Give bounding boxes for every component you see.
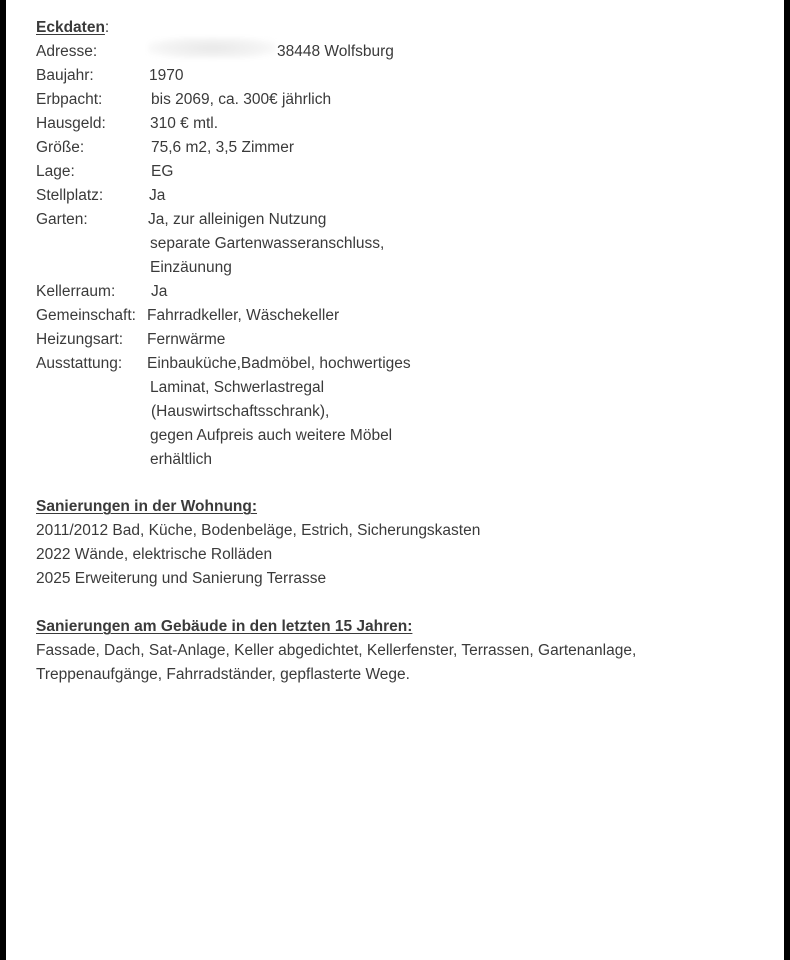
label-adresse: Adresse: xyxy=(36,43,98,60)
value-ausstattung-line-4: gegen Aufpreis auch weitere Möbel xyxy=(150,427,393,444)
value-garten-line-1: Ja, zur alleinigen Nutzung xyxy=(148,211,327,228)
sanierungen-gebaeude-heading: Sanierungen am Gebäude in den letzten 15 Jahren: xyxy=(36,618,413,635)
eckdaten-heading-text: Eckdaten xyxy=(36,19,105,36)
label-stellplatz: Stellplatz: xyxy=(36,187,104,204)
label-heizungsart: Heizungsart: xyxy=(36,331,124,348)
value-hausgeld: 310 € mtl. xyxy=(150,115,219,132)
value-gemeinschaft: Fahrradkeller, Wäschekeller xyxy=(147,307,340,324)
label-erbpacht: Erbpacht: xyxy=(36,91,103,108)
value-garten-line-2: separate Gartenwasseranschluss, xyxy=(150,235,385,252)
label-kellerraum: Kellerraum: xyxy=(36,283,116,300)
value-groesse: 75,6 m2, 3,5 Zimmer xyxy=(151,139,294,156)
document-page xyxy=(6,0,784,960)
label-gemeinschaft: Gemeinschaft: xyxy=(36,307,136,324)
label-garten: Garten: xyxy=(36,211,88,228)
value-ausstattung-line-3: (Hauswirtschaftsschrank), xyxy=(151,403,330,420)
sanierung-gebaeude-line-1: Fassade, Dach, Sat-Anlage, Keller abgedichtet, Kellerfenster, Terrassen, Gartenanlage, xyxy=(36,642,637,659)
label-groesse: Größe: xyxy=(36,139,85,156)
label-ausstattung: Ausstattung: xyxy=(36,355,123,372)
sanierung-gebaeude-line-2: Treppenaufgänge, Fahrradständer, gepflasterte Wege. xyxy=(36,666,410,683)
value-ausstattung-line-1: Einbauküche,Badmöbel, hochwertiges xyxy=(147,355,411,372)
sanierung-wohnung-line-1: 2011/2012 Bad, Küche, Bodenbeläge, Estrich, Sicherungskasten xyxy=(36,522,481,539)
value-ausstattung-line-2: Laminat, Schwerlastregal xyxy=(150,379,325,396)
label-lage: Lage: xyxy=(36,163,75,180)
value-ausstattung-line-5: erhältlich xyxy=(150,451,213,468)
label-baujahr: Baujahr: xyxy=(36,67,94,84)
value-kellerraum: Ja xyxy=(151,283,168,300)
value-erbpacht: bis 2069, ca. 300€ jährlich xyxy=(151,91,332,108)
value-heizungsart: Fernwärme xyxy=(147,331,226,348)
value-stellplatz: Ja xyxy=(149,187,166,204)
label-hausgeld: Hausgeld: xyxy=(36,115,106,132)
eckdaten-heading-colon: : xyxy=(104,19,110,36)
redacted-street-blur xyxy=(148,37,276,59)
value-adresse: 38448 Wolfsburg xyxy=(277,43,394,60)
sanierung-wohnung-line-3: 2025 Erweiterung und Sanierung Terrasse xyxy=(36,570,327,587)
sanierung-wohnung-line-2: 2022 Wände, elektrische Rolläden xyxy=(36,546,273,563)
sanierungen-wohnung-heading: Sanierungen in der Wohnung: xyxy=(36,498,258,515)
eckdaten-heading xyxy=(36,18,109,38)
value-baujahr: 1970 xyxy=(149,67,184,84)
value-lage: EG xyxy=(151,163,174,180)
value-garten-line-3: Einzäunung xyxy=(150,259,232,276)
